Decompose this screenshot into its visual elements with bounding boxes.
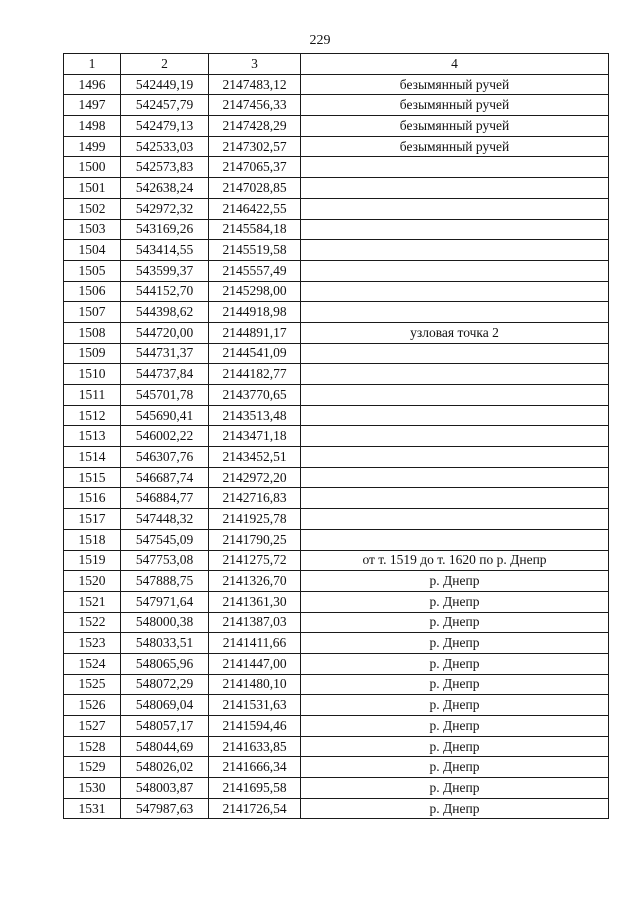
table-row xyxy=(64,260,609,281)
table-row xyxy=(64,157,609,178)
point-number-cell: 1523 xyxy=(64,633,121,654)
description-cell xyxy=(301,302,609,323)
y-coordinate-cell: 2141361,30 xyxy=(209,591,301,612)
y-coordinate-cell: 2144541,09 xyxy=(209,343,301,364)
table-row xyxy=(64,405,609,426)
point-number-cell: 1517 xyxy=(64,509,121,530)
x-coordinate-cell: 544720,00 xyxy=(121,322,209,343)
y-coordinate-cell: 2145557,49 xyxy=(209,260,301,281)
point-number-cell: 1502 xyxy=(64,198,121,219)
description-cell: узловая точка 2 xyxy=(301,322,609,343)
description-cell: р. Днепр xyxy=(301,757,609,778)
x-coordinate-cell: 548000,38 xyxy=(121,612,209,633)
point-number-cell: 1531 xyxy=(64,798,121,819)
point-number-cell: 1520 xyxy=(64,571,121,592)
x-coordinate-cell: 547888,75 xyxy=(121,571,209,592)
x-coordinate-cell: 547987,63 xyxy=(121,798,209,819)
table-row xyxy=(64,550,609,571)
x-coordinate-cell: 545701,78 xyxy=(121,385,209,406)
coordinates-table xyxy=(63,53,609,819)
y-coordinate-cell: 2143770,65 xyxy=(209,385,301,406)
point-number-cell: 1507 xyxy=(64,302,121,323)
point-number-cell: 1515 xyxy=(64,467,121,488)
y-coordinate-cell: 2143513,48 xyxy=(209,405,301,426)
x-coordinate-cell: 544731,37 xyxy=(121,343,209,364)
point-number-cell: 1522 xyxy=(64,612,121,633)
description-cell xyxy=(301,385,609,406)
table-row xyxy=(64,716,609,737)
table-row xyxy=(64,322,609,343)
x-coordinate-cell: 548072,29 xyxy=(121,674,209,695)
x-coordinate-cell: 548057,17 xyxy=(121,716,209,737)
table-row xyxy=(64,612,609,633)
x-coordinate-cell: 548026,02 xyxy=(121,757,209,778)
y-coordinate-cell: 2145298,00 xyxy=(209,281,301,302)
point-number-cell: 1516 xyxy=(64,488,121,509)
table-row xyxy=(64,488,609,509)
point-number-cell: 1506 xyxy=(64,281,121,302)
table-row xyxy=(64,695,609,716)
description-cell xyxy=(301,509,609,530)
x-coordinate-cell: 546687,74 xyxy=(121,467,209,488)
description-cell xyxy=(301,405,609,426)
description-cell: р. Днепр xyxy=(301,653,609,674)
y-coordinate-cell: 2144182,77 xyxy=(209,364,301,385)
description-cell: р. Днепр xyxy=(301,716,609,737)
y-coordinate-cell: 2144918,98 xyxy=(209,302,301,323)
x-coordinate-cell: 548065,96 xyxy=(121,653,209,674)
table-row xyxy=(64,571,609,592)
point-number-cell: 1510 xyxy=(64,364,121,385)
point-number-cell: 1514 xyxy=(64,447,121,468)
point-number-cell: 1526 xyxy=(64,695,121,716)
description-cell: р. Днепр xyxy=(301,798,609,819)
description-cell: безымянный ручей xyxy=(301,74,609,95)
column-header-x-coordinate: 2 xyxy=(121,54,209,75)
point-number-cell: 1497 xyxy=(64,95,121,116)
description-cell: р. Днепр xyxy=(301,591,609,612)
y-coordinate-cell: 2147065,37 xyxy=(209,157,301,178)
x-coordinate-cell: 542573,83 xyxy=(121,157,209,178)
x-coordinate-cell: 544398,62 xyxy=(121,302,209,323)
x-coordinate-cell: 547753,08 xyxy=(121,550,209,571)
y-coordinate-cell: 2141695,58 xyxy=(209,778,301,799)
x-coordinate-cell: 543599,37 xyxy=(121,260,209,281)
point-number-cell: 1499 xyxy=(64,136,121,157)
y-coordinate-cell: 2141387,03 xyxy=(209,612,301,633)
y-coordinate-cell: 2144891,17 xyxy=(209,322,301,343)
y-coordinate-cell: 2147483,12 xyxy=(209,74,301,95)
table-row xyxy=(64,343,609,364)
description-cell: от т. 1519 до т. 1620 по р. Днепр xyxy=(301,550,609,571)
point-number-cell: 1527 xyxy=(64,716,121,737)
point-number-cell: 1500 xyxy=(64,157,121,178)
x-coordinate-cell: 548069,04 xyxy=(121,695,209,716)
y-coordinate-cell: 2143452,51 xyxy=(209,447,301,468)
point-number-cell: 1521 xyxy=(64,591,121,612)
table-row xyxy=(64,116,609,137)
x-coordinate-cell: 548033,51 xyxy=(121,633,209,654)
x-coordinate-cell: 542972,32 xyxy=(121,198,209,219)
description-cell: р. Днепр xyxy=(301,571,609,592)
description-cell: безымянный ручей xyxy=(301,116,609,137)
x-coordinate-cell: 544152,70 xyxy=(121,281,209,302)
x-coordinate-cell: 545690,41 xyxy=(121,405,209,426)
description-cell: р. Днепр xyxy=(301,612,609,633)
y-coordinate-cell: 2141531,63 xyxy=(209,695,301,716)
y-coordinate-cell: 2146422,55 xyxy=(209,198,301,219)
table-header-row xyxy=(64,54,609,75)
point-number-cell: 1529 xyxy=(64,757,121,778)
point-number-cell: 1519 xyxy=(64,550,121,571)
y-coordinate-cell: 2143471,18 xyxy=(209,426,301,447)
point-number-cell: 1512 xyxy=(64,405,121,426)
description-cell xyxy=(301,219,609,240)
table-row xyxy=(64,198,609,219)
description-cell: безымянный ручей xyxy=(301,136,609,157)
point-number-cell: 1524 xyxy=(64,653,121,674)
y-coordinate-cell: 2141925,78 xyxy=(209,509,301,530)
y-coordinate-cell: 2141726,54 xyxy=(209,798,301,819)
column-header-description: 4 xyxy=(301,54,609,75)
x-coordinate-cell: 543169,26 xyxy=(121,219,209,240)
point-number-cell: 1503 xyxy=(64,219,121,240)
y-coordinate-cell: 2141790,25 xyxy=(209,529,301,550)
x-coordinate-cell: 548044,69 xyxy=(121,736,209,757)
x-coordinate-cell: 547971,64 xyxy=(121,591,209,612)
x-coordinate-cell: 546307,76 xyxy=(121,447,209,468)
description-cell xyxy=(301,198,609,219)
description-cell xyxy=(301,488,609,509)
x-coordinate-cell: 547545,09 xyxy=(121,529,209,550)
table-row xyxy=(64,778,609,799)
table-row xyxy=(64,281,609,302)
point-number-cell: 1528 xyxy=(64,736,121,757)
description-cell: р. Днепр xyxy=(301,778,609,799)
y-coordinate-cell: 2141594,46 xyxy=(209,716,301,737)
y-coordinate-cell: 2141447,00 xyxy=(209,653,301,674)
table-row xyxy=(64,509,609,530)
table-row xyxy=(64,302,609,323)
description-cell xyxy=(301,281,609,302)
table-row xyxy=(64,798,609,819)
point-number-cell: 1508 xyxy=(64,322,121,343)
point-number-cell: 1509 xyxy=(64,343,121,364)
y-coordinate-cell: 2142716,83 xyxy=(209,488,301,509)
x-coordinate-cell: 542533,03 xyxy=(121,136,209,157)
x-coordinate-cell: 542479,13 xyxy=(121,116,209,137)
description-cell: р. Днепр xyxy=(301,674,609,695)
table-row xyxy=(64,385,609,406)
point-number-cell: 1518 xyxy=(64,529,121,550)
y-coordinate-cell: 2141480,10 xyxy=(209,674,301,695)
table-row xyxy=(64,178,609,199)
y-coordinate-cell: 2141275,72 xyxy=(209,550,301,571)
table-row xyxy=(64,736,609,757)
table-row xyxy=(64,240,609,261)
point-number-cell: 1511 xyxy=(64,385,121,406)
description-cell: р. Днепр xyxy=(301,633,609,654)
y-coordinate-cell: 2147456,33 xyxy=(209,95,301,116)
table-row xyxy=(64,467,609,488)
column-header-y-coordinate: 3 xyxy=(209,54,301,75)
x-coordinate-cell: 548003,87 xyxy=(121,778,209,799)
x-coordinate-cell: 542638,24 xyxy=(121,178,209,199)
description-cell xyxy=(301,240,609,261)
table-row xyxy=(64,674,609,695)
description-cell xyxy=(301,157,609,178)
y-coordinate-cell: 2141666,34 xyxy=(209,757,301,778)
table-row xyxy=(64,757,609,778)
description-cell: безымянный ручей xyxy=(301,95,609,116)
table-body xyxy=(64,74,609,819)
y-coordinate-cell: 2141633,85 xyxy=(209,736,301,757)
description-cell xyxy=(301,467,609,488)
point-number-cell: 1504 xyxy=(64,240,121,261)
table-row xyxy=(64,529,609,550)
x-coordinate-cell: 546884,77 xyxy=(121,488,209,509)
table-row xyxy=(64,364,609,385)
description-cell: р. Днепр xyxy=(301,736,609,757)
table-row xyxy=(64,95,609,116)
description-cell xyxy=(301,343,609,364)
y-coordinate-cell: 2141326,70 xyxy=(209,571,301,592)
description-cell xyxy=(301,178,609,199)
y-coordinate-cell: 2142972,20 xyxy=(209,467,301,488)
y-coordinate-cell: 2141411,66 xyxy=(209,633,301,654)
table-row xyxy=(64,136,609,157)
column-header-point-number: 1 xyxy=(64,54,121,75)
x-coordinate-cell: 543414,55 xyxy=(121,240,209,261)
point-number-cell: 1501 xyxy=(64,178,121,199)
description-cell xyxy=(301,426,609,447)
table-row xyxy=(64,591,609,612)
point-number-cell: 1525 xyxy=(64,674,121,695)
page-number: 229 xyxy=(309,33,331,48)
y-coordinate-cell: 2147302,57 xyxy=(209,136,301,157)
table-row xyxy=(64,426,609,447)
table-row xyxy=(64,74,609,95)
x-coordinate-cell: 542449,19 xyxy=(121,74,209,95)
x-coordinate-cell: 546002,22 xyxy=(121,426,209,447)
y-coordinate-cell: 2145584,18 xyxy=(209,219,301,240)
x-coordinate-cell: 542457,79 xyxy=(121,95,209,116)
description-cell: р. Днепр xyxy=(301,695,609,716)
point-number-cell: 1530 xyxy=(64,778,121,799)
table-header xyxy=(64,54,609,75)
table-row xyxy=(64,447,609,468)
point-number-cell: 1505 xyxy=(64,260,121,281)
point-number-cell: 1498 xyxy=(64,116,121,137)
table-row xyxy=(64,633,609,654)
point-number-cell: 1513 xyxy=(64,426,121,447)
x-coordinate-cell: 547448,32 xyxy=(121,509,209,530)
table-row xyxy=(64,219,609,240)
description-cell xyxy=(301,529,609,550)
description-cell xyxy=(301,364,609,385)
y-coordinate-cell: 2147428,29 xyxy=(209,116,301,137)
y-coordinate-cell: 2145519,58 xyxy=(209,240,301,261)
point-number-cell: 1496 xyxy=(64,74,121,95)
x-coordinate-cell: 544737,84 xyxy=(121,364,209,385)
table-row xyxy=(64,653,609,674)
description-cell xyxy=(301,260,609,281)
y-coordinate-cell: 2147028,85 xyxy=(209,178,301,199)
description-cell xyxy=(301,447,609,468)
